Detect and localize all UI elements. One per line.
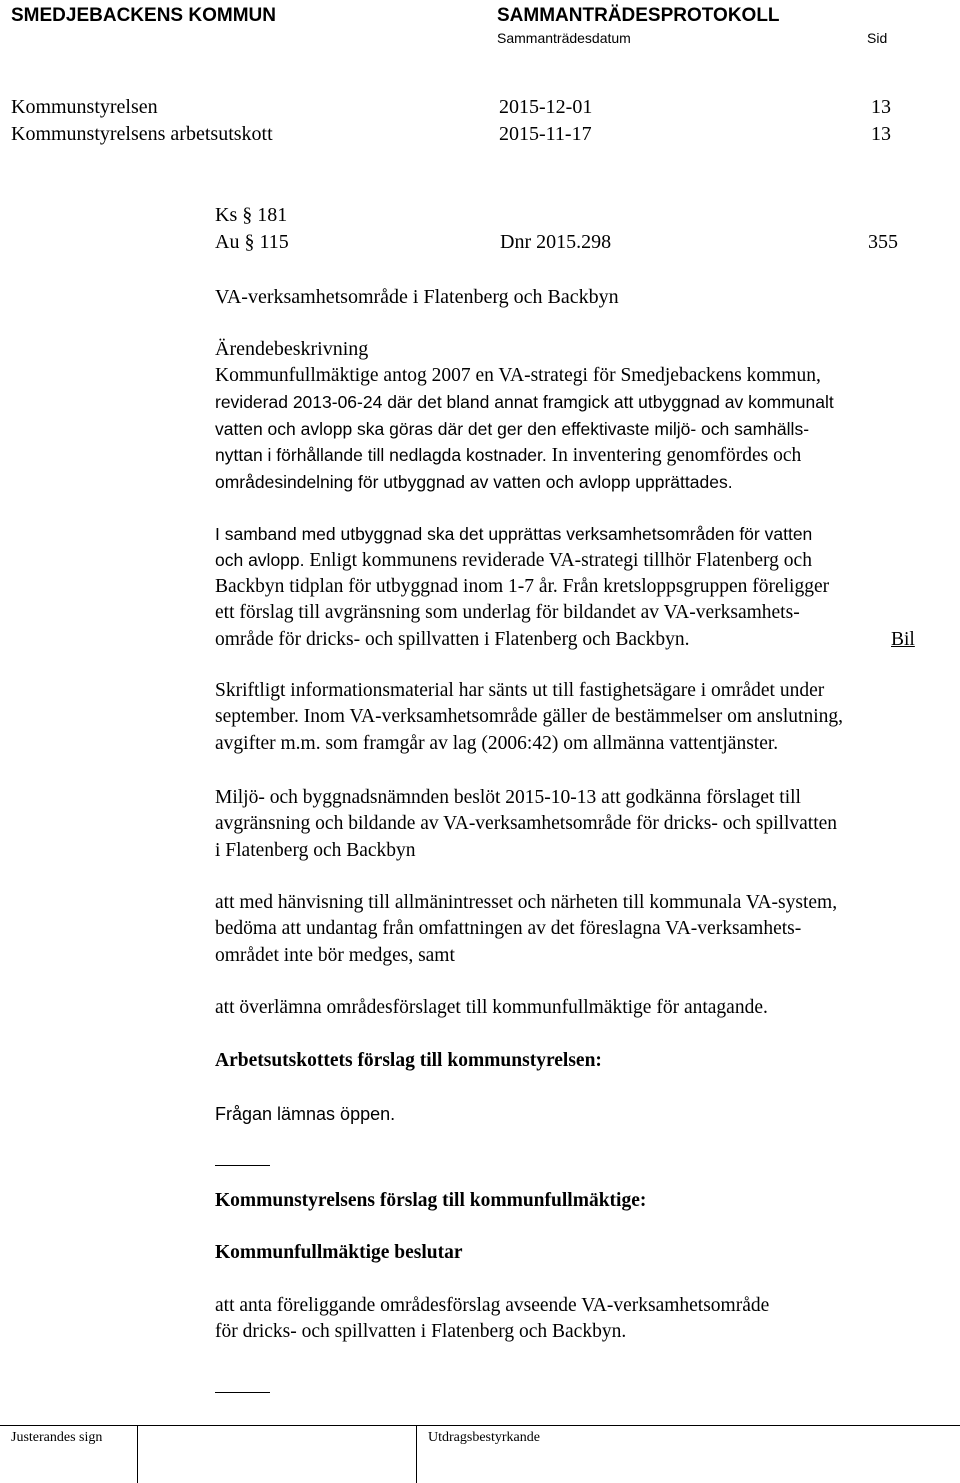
case-title: VA-verksamhetsområde i Flatenberg och Backbyn [215, 286, 619, 308]
text-line: området inte bör medges, samt [215, 944, 455, 966]
diary-subnumber: 355 [868, 231, 898, 253]
text-line: reviderad 2013-06-24 där det bland annat framgick att utbyggnad av kommunalt [215, 392, 834, 413]
text-span: nyttan i förhållande till nedlagda kostnader. [215, 445, 547, 466]
description-paragraph-6 [215, 995, 935, 1021]
text-line: för dricks- och spillvatten i Flatenberg och Backbyn. [215, 1321, 627, 1343]
text-line [215, 442, 935, 468]
meeting-page: 13 [871, 123, 891, 145]
text-line: bedöma att undantag från omfattningen av det föreslagna VA-verksamhets- [215, 918, 802, 940]
text-span: och avlopp. [215, 550, 305, 571]
kf-decision-text [215, 1293, 935, 1346]
text-line: september. Inom VA-verksamhetsområde gäller de bestämmelser om anslutning, [215, 706, 843, 728]
section-divider [215, 1392, 270, 1393]
text-line [215, 547, 935, 573]
text-line: Skriftligt informationsmaterial har sänts ut till fastighetsägare i området under [215, 680, 825, 701]
document-title: SAMMANTRÄDESPROTOKOLL [497, 5, 780, 26]
attachment-link[interactable]: Bil [891, 628, 915, 650]
description-paragraph-3 [215, 678, 935, 757]
text-span: område för dricks- och spillvatten i Flatenberg och Backbyn. [215, 628, 690, 650]
meeting-page: 13 [871, 96, 891, 118]
ks-paragraph-ref: Ks § 181 [215, 204, 288, 226]
description-paragraph-2 [215, 521, 935, 653]
meeting-date: 2015-11-17 [499, 123, 592, 145]
footer-divider [137, 1426, 138, 1483]
text-line [215, 627, 935, 653]
text-span: Enligt kommunens reviderade VA-strategi tillhör Flatenberg och [304, 550, 812, 572]
text-span: In inventering genomfördes och [546, 445, 802, 467]
text-line: avgränsning och bildande av VA-verksamhetsområde för dricks- och spillvatten [215, 813, 838, 835]
description-paragraph-4 [215, 785, 935, 864]
text-line: att med hänvisning till allmänintresset och närheten till kommunala VA-system, [215, 892, 838, 913]
text-line: att överlämna områdesförslaget till kommunfullmäktige för antagande. [215, 997, 768, 1018]
ks-proposal-heading: Kommunstyrelsens förslag till kommunfullmäktige: [215, 1190, 647, 1211]
kf-decision-heading: Kommunfullmäktige beslutar [215, 1242, 463, 1263]
meeting-date: 2015-12-01 [499, 96, 593, 118]
meeting-row [11, 123, 911, 149]
au-proposal-text: Frågan lämnas öppen. [215, 1104, 396, 1124]
meeting-row [11, 96, 911, 122]
signature-label: Justerandes sign [11, 1430, 103, 1445]
text-line: Miljö- och byggnadsnämnden beslöt 2015-10-13 att godkänna förslaget till [215, 787, 801, 808]
description-heading: Ärendebeskrivning [215, 338, 369, 360]
org-name: SMEDJEBACKENS KOMMUN [11, 5, 276, 26]
au-ref-row [215, 231, 915, 257]
section-divider [215, 1165, 270, 1166]
extract-certification-label: Utdragsbestyrkande [428, 1430, 540, 1445]
footer-divider [416, 1426, 417, 1483]
text-line: i Flatenberg och Backbyn [215, 839, 416, 861]
au-proposal-heading: Arbetsutskottets förslag till kommunstyrelsen: [215, 1050, 602, 1071]
description-paragraph-1 [215, 363, 935, 495]
meeting-body: Kommunstyrelsens arbetsutskott [11, 123, 273, 145]
page-footer [0, 1425, 960, 1483]
text-line: Backbyn tidplan för utbyggnad inom 1-7 år. Från kretsloppsgruppen föreligger [215, 575, 830, 597]
text-line: avgifter m.m. som framgår av lag (2006:42) om allmänna vattentjänster. [215, 732, 779, 754]
text-line: vatten och avlopp ska göras där det ger den effektivaste miljö- och samhälls- [215, 418, 810, 439]
text-line: att anta föreliggande områdesförslag avseende VA-verksamhetsområde [215, 1295, 770, 1316]
diary-number: Dnr 2015.298 [500, 231, 612, 253]
text-line: ett förslag till avgränsning som underlag för bildandet av VA-verksamhets- [215, 602, 800, 624]
text-line: områdesindelning för utbyggnad av vatten och avlopp upprättades. [215, 471, 733, 492]
meeting-date-label: Sammanträdesdatum [497, 30, 631, 46]
page-label: Sid [867, 30, 888, 46]
description-paragraph-5 [215, 890, 935, 969]
text-line: I samband med utbyggnad ska det upprättas verksamhetsområden för vatten [215, 524, 813, 544]
meeting-body: Kommunstyrelsen [11, 96, 158, 118]
au-paragraph-ref: Au § 115 [215, 231, 289, 253]
text-line: Kommunfullmäktige antog 2007 en VA-strategi för Smedjebackens kommun, [215, 365, 821, 386]
